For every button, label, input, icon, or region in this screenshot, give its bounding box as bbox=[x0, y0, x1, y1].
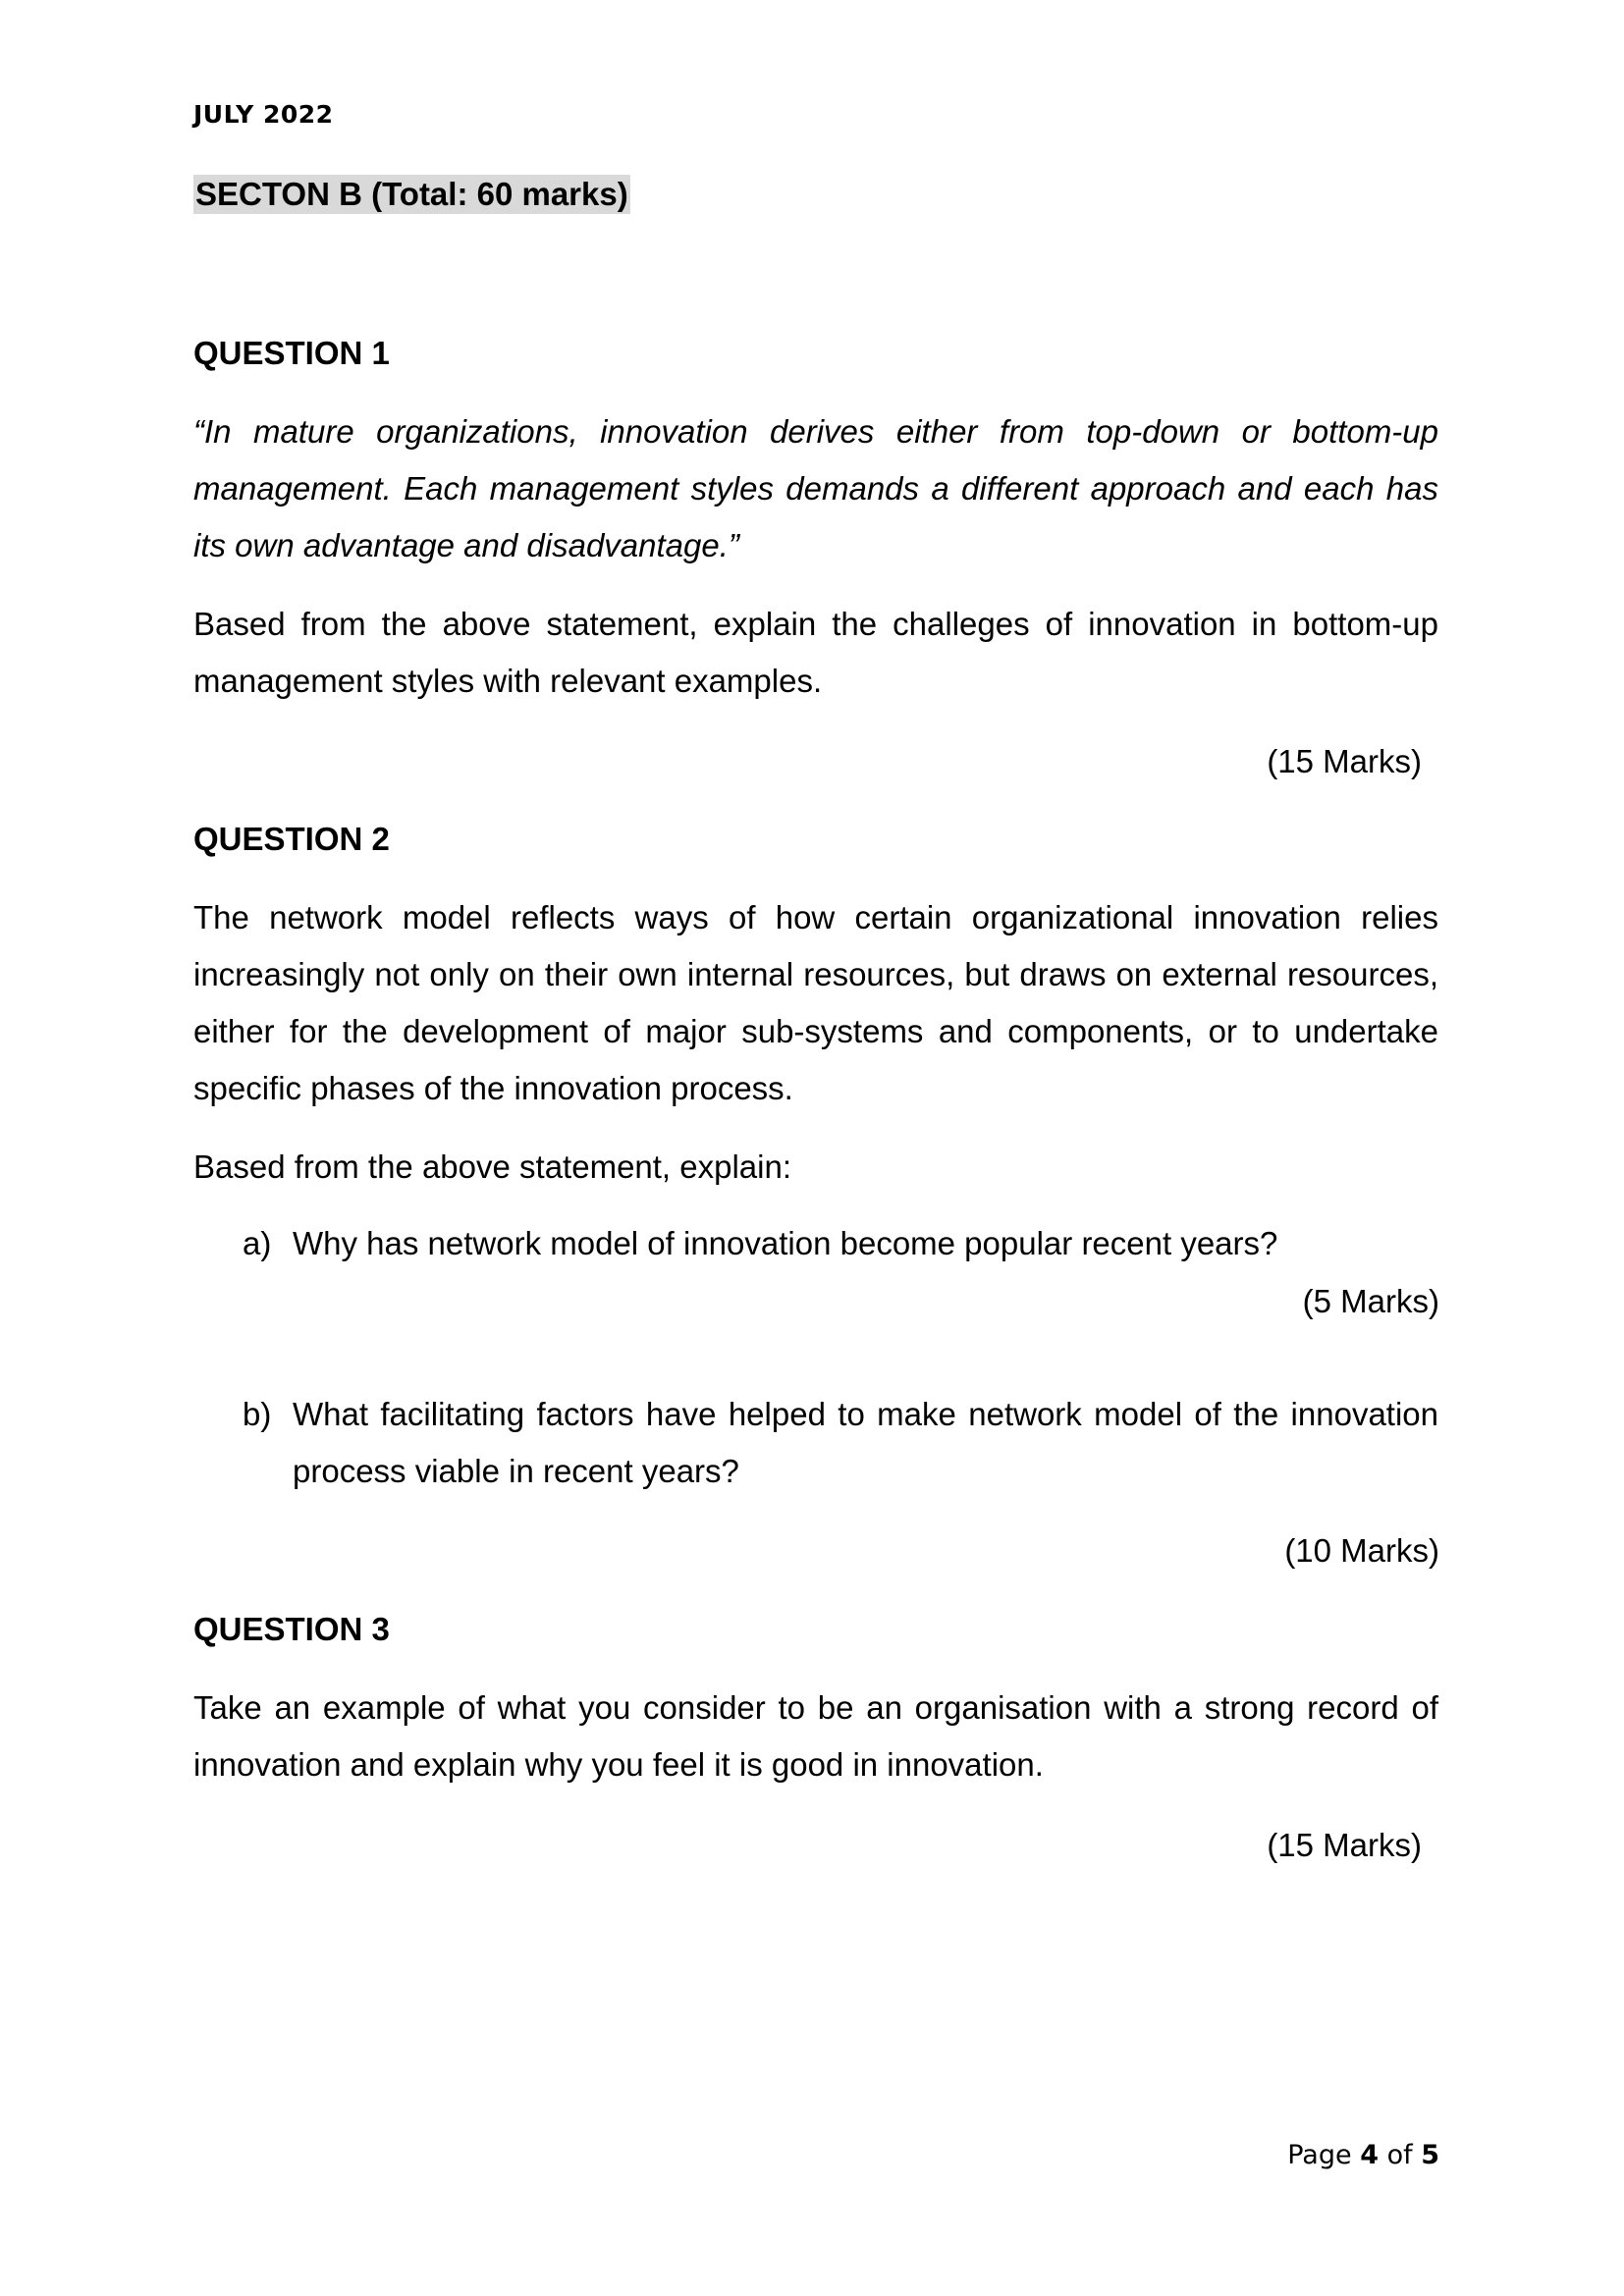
question-2-part-b bbox=[243, 1386, 1438, 1500]
question-2-heading: QUESTION 2 bbox=[193, 821, 390, 857]
question-2-intro: Based from the above statement, explain: bbox=[193, 1148, 792, 1185]
part-b-marks: (10 Marks) bbox=[1284, 1532, 1439, 1569]
page-prefix: Page bbox=[1287, 2140, 1352, 2170]
part-b-label: b) bbox=[243, 1396, 272, 1432]
page-total: 5 bbox=[1421, 2140, 1439, 2170]
question-1-heading: QUESTION 1 bbox=[193, 335, 390, 371]
page-number bbox=[1287, 2140, 1439, 2170]
question-1-body: Based from the above statement, explain the challeges of innovation in bottom-up management styles with relevant examples. bbox=[193, 606, 1438, 699]
page-current: 4 bbox=[1360, 2140, 1379, 2170]
question-1-marks: (15 Marks) bbox=[1267, 743, 1422, 779]
header-date: JULY 2022 bbox=[193, 100, 334, 129]
part-b-text: What facilitating factors have helped to make network model of the innovation process viable in recent years? bbox=[293, 1396, 1438, 1489]
part-a-text: Why has network model of innovation become popular recent years? bbox=[293, 1225, 1278, 1261]
question-3-heading: QUESTION 3 bbox=[193, 1611, 390, 1647]
page-sep: of bbox=[1386, 2140, 1413, 2170]
question-3-body: Take an example of what you consider to be an organisation with a strong record of innovation and explain why you feel it is good in innovation. bbox=[193, 1689, 1438, 1783]
question-2-part-a bbox=[243, 1215, 1438, 1272]
question-1-quote: “In mature organizations, innovation derives either from top-down or bottom-up management. Each management styles demands a different approach and each has its own advantage and disadvantage.” bbox=[193, 413, 1438, 563]
section-title: SECTON B (Total: 60 marks) bbox=[195, 176, 628, 212]
part-a-label: a) bbox=[243, 1225, 272, 1261]
question-2-body: The network model reflects ways of how certain organizational innovation relies increasingly not only on their own internal resources, but draws on external resources, either for the development of major sub-systems and components, or to undertake specific phases of the innovation process. bbox=[193, 899, 1438, 1106]
part-a-marks: (5 Marks) bbox=[1302, 1283, 1439, 1319]
question-3-marks: (15 Marks) bbox=[1267, 1827, 1422, 1863]
